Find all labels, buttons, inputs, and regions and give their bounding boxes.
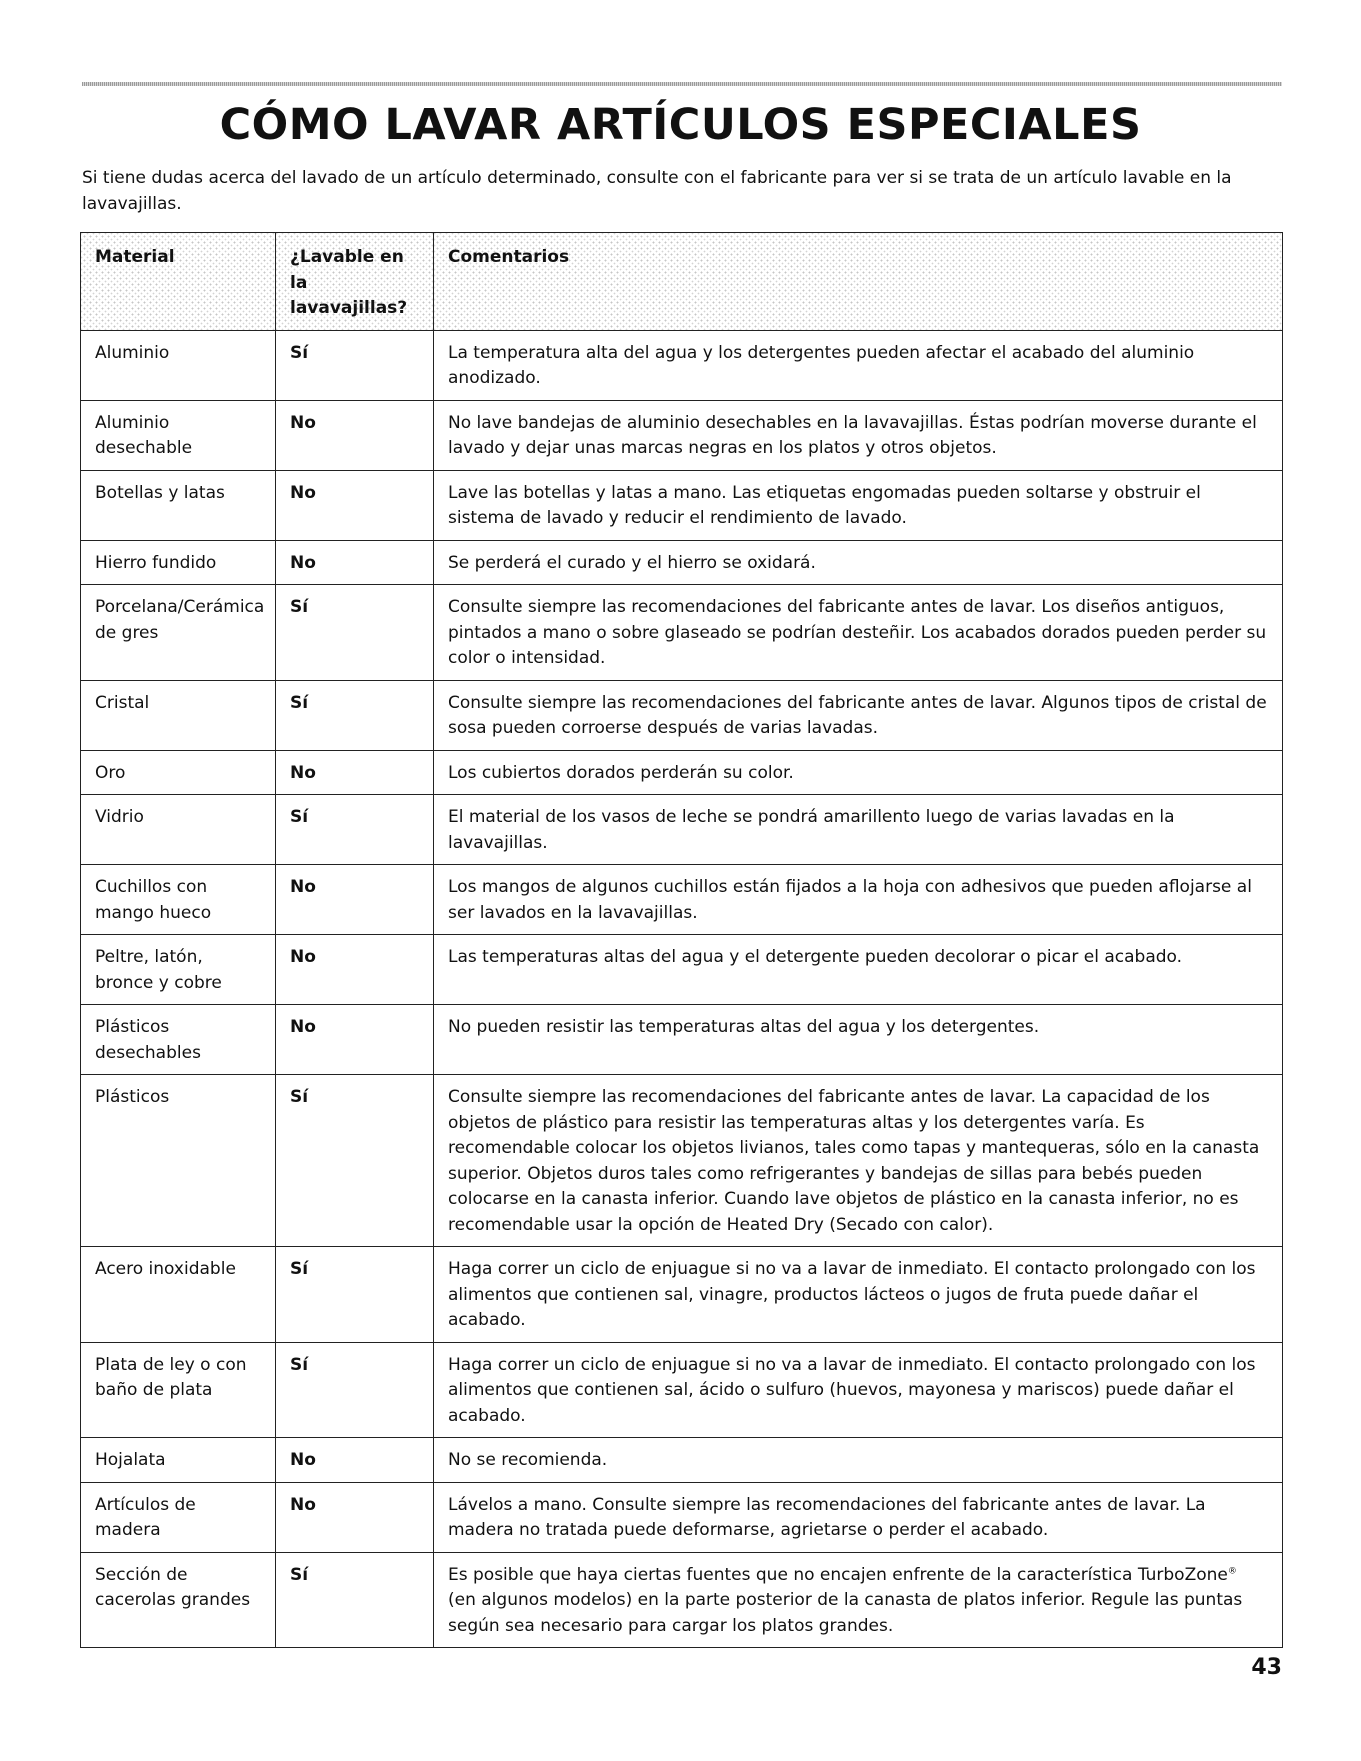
cell-washable: Sí [276, 1342, 434, 1438]
cell-washable: No [276, 1438, 434, 1483]
special-items-table [80, 232, 1283, 1648]
cell-washable: Sí [276, 585, 434, 681]
table-row [81, 1075, 1283, 1247]
cell-material: Hierro fundido [81, 540, 276, 585]
cell-material: Vidrio [81, 795, 276, 865]
cell-comments: No se recomienda. [434, 1438, 1283, 1483]
cell-comments: Haga correr un ciclo de enjuague si no va a lavar de inmediato. El contacto prolongado con los alimentos que contienen sal, ácido o sulfuro (huevos, mayonesa y mariscos) puede dañar el acabado. [434, 1342, 1283, 1438]
cell-comments: Consulte siempre las recomendaciones del fabricante antes de lavar. Los diseños antiguos, pintados a mano o sobre glaseado se podrían desteñir. Los acabados dorados pueden perder su color o intensidad. [434, 585, 1283, 681]
top-rule [82, 82, 1282, 86]
cell-comments: Las temperaturas altas del agua y el detergente pueden decolorar o picar el acabado. [434, 935, 1283, 1005]
table-row [81, 935, 1283, 1005]
cell-material: Plata de ley o con baño de plata [81, 1342, 276, 1438]
cell-washable: No [276, 1005, 434, 1075]
table-header [81, 233, 1283, 331]
cell-comments: Consulte siempre las recomendaciones del fabricante antes de lavar. La capacidad de los objetos de plástico para resistir las temperaturas altas y los detergentes varía. Es recomendable colocar los objetos livianos, tales como tapas y mantequeras, sólo en la canasta superior. Objetos duros tales como refrigerantes y bandejas de sillas para bebés pueden colocarse en la canasta inferior. Cuando lave objetos de plástico en la canasta inferior, no es recomendable usar la opción de Heated Dry (Secado con calor). [434, 1075, 1283, 1247]
cell-material: Aluminio [81, 330, 276, 400]
cell-washable: No [276, 400, 434, 470]
table-row [81, 1342, 1283, 1438]
table-row [81, 1552, 1283, 1648]
cell-washable: Sí [276, 680, 434, 750]
cell-comments: Los mangos de algunos cuchillos están fijados a la hoja con adhesivos que pueden aflojarse al ser lavados en la lavavajillas. [434, 865, 1283, 935]
cell-washable: No [276, 470, 434, 540]
cell-comments: Consulte siempre las recomendaciones del fabricante antes de lavar. Algunos tipos de cristal de sosa pueden corroerse después de varias lavadas. [434, 680, 1283, 750]
cell-material: Artículos de madera [81, 1482, 276, 1552]
cell-washable: Sí [276, 1552, 434, 1648]
cell-washable: No [276, 865, 434, 935]
cell-material: Cristal [81, 680, 276, 750]
cell-washable: No [276, 935, 434, 1005]
cell-material: Oro [81, 750, 276, 795]
cell-comments: La temperatura alta del agua y los detergentes pueden afectar el acabado del aluminio anodizado. [434, 330, 1283, 400]
cell-comments: Lávelos a mano. Consulte siempre las recomendaciones del fabricante antes de lavar. La madera no tratada puede deformarse, agrietarse o perder el acabado. [434, 1482, 1283, 1552]
table-row [81, 1005, 1283, 1075]
table-row [81, 585, 1283, 681]
table-row [81, 400, 1283, 470]
cell-washable: Sí [276, 1247, 434, 1343]
comments-text-after: (en algunos modelos) en la parte posterior de la canasta de platos inferior. Regule las puntas según sea necesario para cargar los platos grandes. [448, 1590, 1243, 1636]
cell-material: Plásticos [81, 1075, 276, 1247]
cell-washable: Sí [276, 1075, 434, 1247]
cell-washable: No [276, 1482, 434, 1552]
table-body [81, 330, 1283, 1648]
header-material: Material [81, 233, 276, 331]
table-row [81, 470, 1283, 540]
table-row [81, 680, 1283, 750]
header-row [81, 233, 1283, 331]
cell-material: Hojalata [81, 1438, 276, 1483]
table-row [81, 865, 1283, 935]
registered-mark: ® [1227, 1565, 1237, 1576]
cell-material: Peltre, latón, bronce y cobre [81, 935, 276, 1005]
cell-material: Porcelana/Cerámica de gres [81, 585, 276, 681]
cell-comments [434, 1552, 1283, 1648]
cell-comments: Los cubiertos dorados perderán su color. [434, 750, 1283, 795]
cell-comments: Lave las botellas y latas a mano. Las etiquetas engomadas pueden soltarse y obstruir el sistema de lavado y reducir el rendimiento de lavado. [434, 470, 1283, 540]
table-row [81, 795, 1283, 865]
intro-paragraph: Si tiene dudas acerca del lavado de un artículo determinado, consulte con el fabricante para ver si se trata de un artículo lavable en la lavavajillas. [82, 168, 1232, 214]
cell-comments: No pueden resistir las temperaturas altas del agua y los detergentes. [434, 1005, 1283, 1075]
cell-material: Plásticos desechables [81, 1005, 276, 1075]
cell-material: Acero inoxidable [81, 1247, 276, 1343]
table-row [81, 1438, 1283, 1483]
table-row [81, 540, 1283, 585]
cell-comments: El material de los vasos de leche se pondrá amarillento luego de varias lavadas en la lavavajillas. [434, 795, 1283, 865]
header-washable: ¿Lavable en la lavavajillas? [276, 233, 434, 331]
table-row [81, 750, 1283, 795]
cell-material: Aluminio desechable [81, 400, 276, 470]
table-row [81, 1247, 1283, 1343]
table-row [81, 1482, 1283, 1552]
cell-material: Sección de cacerolas grandes [81, 1552, 276, 1648]
comments-text-before: Es posible que haya ciertas fuentes que no encajen enfrente de la característica TurboZone [448, 1564, 1228, 1585]
header-comments: Comentarios [434, 233, 1283, 331]
cell-washable: Sí [276, 330, 434, 400]
page-number: 43 [1251, 1655, 1282, 1680]
cell-material: Cuchillos con mango hueco [81, 865, 276, 935]
page-title: CÓMO LAVAR ARTÍCULOS ESPECIALES [219, 100, 1142, 150]
cell-comments: Haga correr un ciclo de enjuague si no va a lavar de inmediato. El contacto prolongado con los alimentos que contienen sal, vinagre, productos lácteos o jugos de fruta puede dañar el acabado. [434, 1247, 1283, 1343]
cell-washable: No [276, 750, 434, 795]
table-row [81, 330, 1283, 400]
cell-comments: No lave bandejas de aluminio desechables en la lavavajillas. Éstas podrían moverse durante el lavado y dejar unas marcas negras en los platos y otros objetos. [434, 400, 1283, 470]
cell-washable: No [276, 540, 434, 585]
cell-washable: Sí [276, 795, 434, 865]
cell-material: Botellas y latas [81, 470, 276, 540]
cell-comments: Se perderá el curado y el hierro se oxidará. [434, 540, 1283, 585]
